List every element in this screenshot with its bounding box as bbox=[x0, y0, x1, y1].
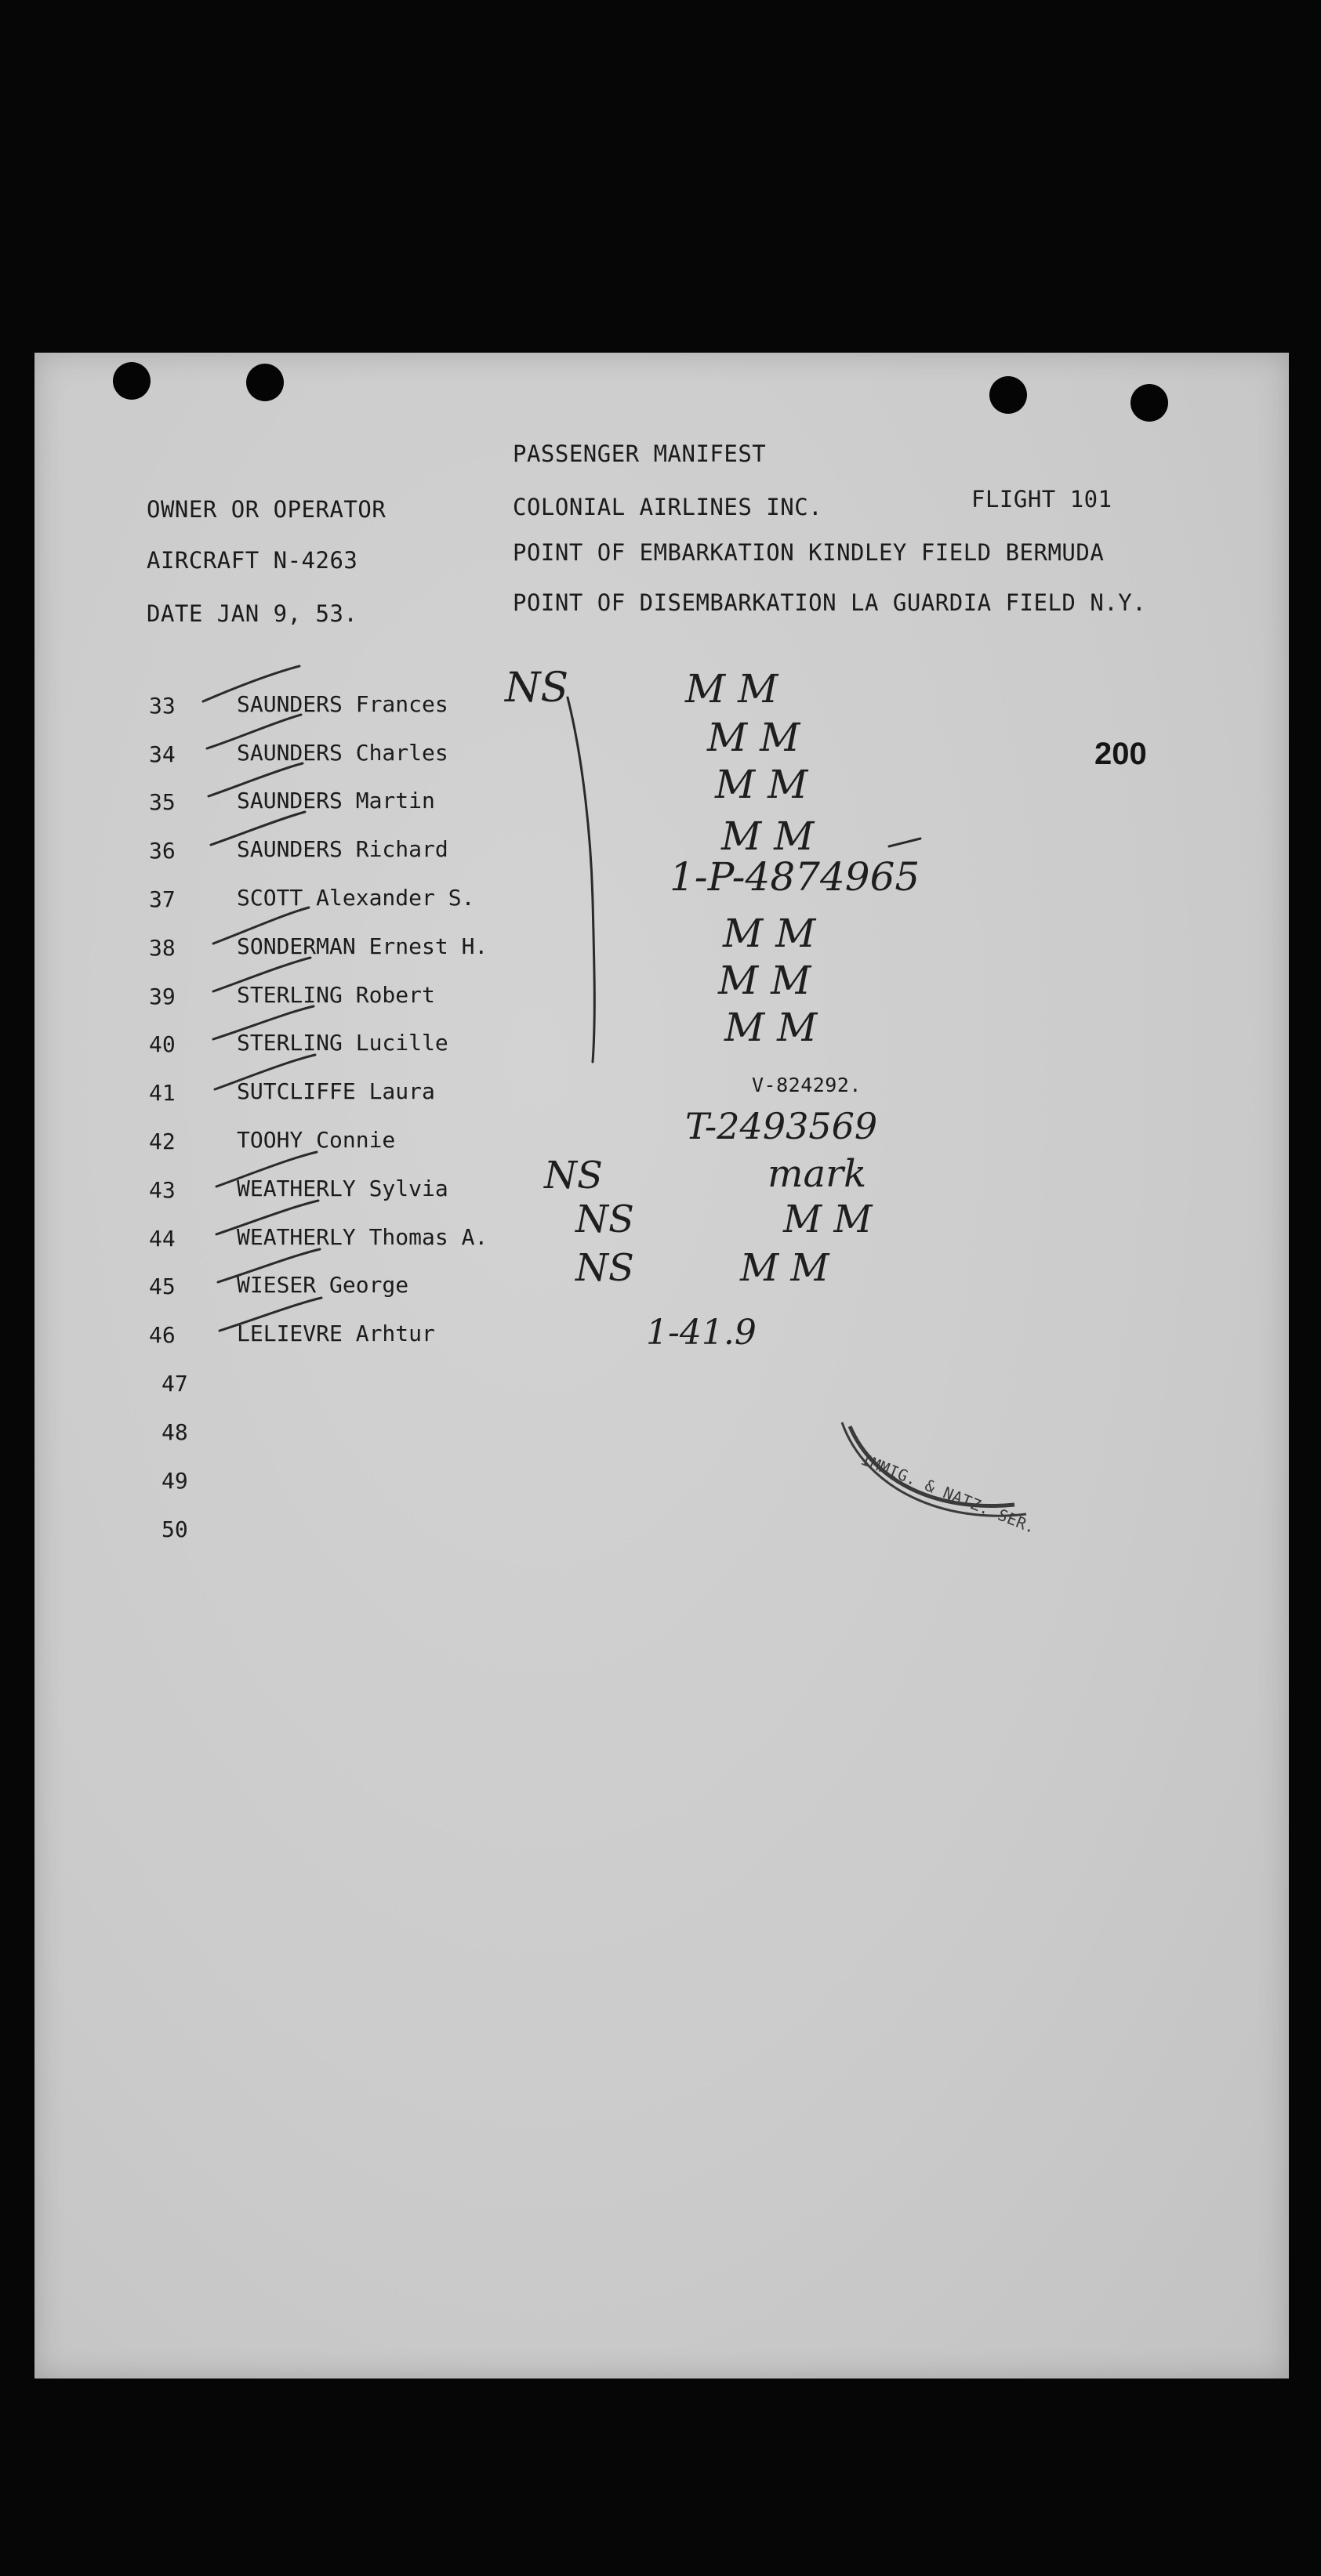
manifest-page bbox=[34, 353, 1289, 2379]
passenger-name: SONDERMAN Ernest H. bbox=[237, 933, 488, 959]
passenger-number: 33 bbox=[149, 693, 176, 719]
passenger-number: 37 bbox=[149, 886, 176, 912]
handwritten-initials: M M bbox=[685, 666, 778, 712]
handwritten-initials: NS bbox=[544, 1154, 603, 1197]
passenger-number: 47 bbox=[161, 1371, 188, 1397]
handwritten-passport-number: 1-P-4874965 bbox=[670, 854, 920, 900]
passenger-number: 36 bbox=[149, 838, 176, 864]
point-of-disembarkation: POINT OF DISEMBARKATION LA GUARDIA FIELD N.Y. bbox=[513, 589, 1147, 616]
passenger-number: 43 bbox=[149, 1177, 176, 1203]
passenger-name: LELIEVRE Arhtur bbox=[237, 1321, 435, 1346]
passenger-name: SAUNDERS Frances bbox=[237, 691, 448, 717]
passenger-number: 40 bbox=[149, 1031, 176, 1057]
owner-value: COLONIAL AIRLINES INC. bbox=[513, 494, 823, 520]
passenger-number: 46 bbox=[149, 1322, 176, 1348]
aircraft-number: AIRCRAFT N-4263 bbox=[147, 547, 358, 574]
typed-visa-number: V-824292. bbox=[752, 1074, 862, 1096]
handwritten-initials: M M bbox=[718, 958, 811, 1003]
passenger-name: SAUNDERS Charles bbox=[237, 740, 448, 766]
handwritten-initials: M M bbox=[707, 715, 800, 760]
passenger-name: STERLING Lucille bbox=[237, 1030, 448, 1056]
manifest-title: PASSENGER MANIFEST bbox=[513, 440, 767, 467]
passenger-number: 38 bbox=[149, 935, 176, 961]
handwritten-initials: M M bbox=[723, 911, 816, 956]
passenger-name: WEATHERLY Sylvia bbox=[237, 1176, 448, 1201]
passenger-number: 42 bbox=[149, 1129, 176, 1154]
passenger-name: WEATHERLY Thomas A. bbox=[237, 1224, 488, 1250]
passenger-name: SAUNDERS Martin bbox=[237, 788, 435, 813]
passenger-name: SUTCLIFFE Laura bbox=[237, 1078, 435, 1104]
passenger-number: 44 bbox=[149, 1226, 176, 1252]
passenger-name: SCOTT Alexander S. bbox=[237, 885, 475, 911]
handwritten-initials: M M bbox=[783, 1197, 873, 1241]
point-of-embarkation: POINT OF EMBARKATION KINDLEY FIELD BERMUDA bbox=[513, 539, 1105, 566]
handwritten-mark: mark bbox=[768, 1152, 867, 1196]
passenger-number: 48 bbox=[161, 1419, 188, 1445]
passenger-number: 39 bbox=[149, 984, 176, 1009]
passenger-name: TOOHY Connie bbox=[237, 1127, 396, 1153]
handwritten-passport-number: T-2493569 bbox=[685, 1105, 878, 1147]
flight-number: FLIGHT 101 bbox=[971, 486, 1112, 513]
passenger-name: SAUNDERS Richard bbox=[237, 836, 448, 862]
owner-label: OWNER OR OPERATOR bbox=[147, 496, 387, 523]
handwritten-initials: NS bbox=[575, 1246, 634, 1290]
passenger-number: 41 bbox=[149, 1080, 176, 1106]
page-number: 200 bbox=[1094, 737, 1147, 771]
handwritten-initials: M M bbox=[740, 1246, 829, 1290]
handwritten-initials: NS bbox=[575, 1197, 634, 1241]
handwritten-initials: M M bbox=[715, 762, 808, 807]
passenger-number: 50 bbox=[161, 1516, 188, 1542]
handwritten-initials: M M bbox=[721, 813, 815, 859]
handwritten-initials: M M bbox=[724, 1005, 818, 1050]
stamp-text: IMMIG. & NATZ. SER. bbox=[858, 1450, 1039, 1538]
handwritten-number: 1-41.9 bbox=[646, 1313, 757, 1353]
passenger-number: 49 bbox=[161, 1468, 188, 1494]
passenger-name: STERLING Robert bbox=[237, 982, 435, 1008]
passenger-name: WIESER George bbox=[237, 1272, 409, 1298]
immigration-stamp bbox=[34, 353, 1289, 2379]
manifest-date: DATE JAN 9, 53. bbox=[147, 600, 358, 627]
passenger-number: 34 bbox=[149, 741, 176, 767]
handwritten-initials: NS bbox=[505, 665, 569, 712]
passenger-number: 45 bbox=[149, 1274, 176, 1299]
passenger-number: 35 bbox=[149, 789, 176, 815]
